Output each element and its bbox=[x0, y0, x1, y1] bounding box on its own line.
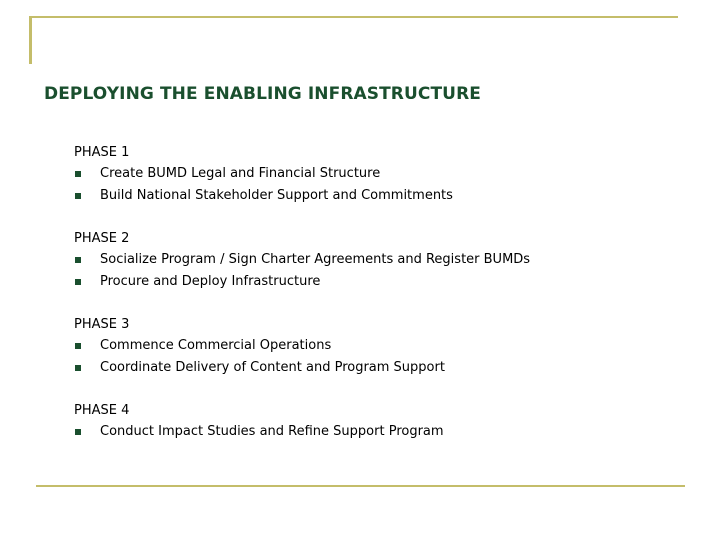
square-bullet-icon bbox=[75, 257, 81, 263]
phase-heading: PHASE 1 bbox=[74, 145, 130, 160]
frame-bottom-line bbox=[36, 485, 685, 487]
list-item bbox=[74, 421, 674, 443]
list-item bbox=[74, 163, 674, 185]
square-bullet-icon bbox=[75, 343, 81, 349]
phase-1 bbox=[74, 142, 674, 207]
phase-heading: PHASE 2 bbox=[74, 231, 130, 246]
list-item-text: Socialize Program / Sign Charter Agreements and Register BUMDs bbox=[100, 252, 531, 267]
list-item-text: Build National Stakeholder Support and Commitments bbox=[100, 188, 453, 203]
slide-title: DEPLOYING THE ENABLING INFRASTRUCTURE bbox=[44, 84, 481, 104]
phase-3 bbox=[74, 314, 674, 379]
square-bullet-icon bbox=[75, 171, 81, 177]
phase-heading: PHASE 3 bbox=[74, 317, 130, 332]
frame-top-line bbox=[29, 16, 678, 18]
list-item-text: Create BUMD Legal and Financial Structure bbox=[100, 166, 381, 181]
list-item-text: Commence Commercial Operations bbox=[100, 338, 332, 353]
list-item-text: Procure and Deploy Infrastructure bbox=[100, 274, 321, 289]
square-bullet-icon bbox=[75, 279, 81, 285]
list-item-text: Coordinate Delivery of Content and Program Support bbox=[100, 360, 445, 375]
square-bullet-icon bbox=[75, 429, 81, 435]
phase-heading: PHASE 4 bbox=[74, 403, 130, 418]
list-item bbox=[74, 185, 674, 207]
square-bullet-icon bbox=[75, 193, 81, 199]
list-item bbox=[74, 335, 674, 357]
phase-list bbox=[74, 142, 674, 464]
square-bullet-icon bbox=[75, 365, 81, 371]
list-item bbox=[74, 357, 674, 379]
frame-left-line bbox=[29, 16, 32, 64]
list-item bbox=[74, 249, 674, 271]
phase-4 bbox=[74, 400, 674, 443]
phase-2 bbox=[74, 228, 674, 293]
list-item-text: Conduct Impact Studies and Refine Support Program bbox=[100, 424, 444, 439]
list-item bbox=[74, 271, 674, 293]
